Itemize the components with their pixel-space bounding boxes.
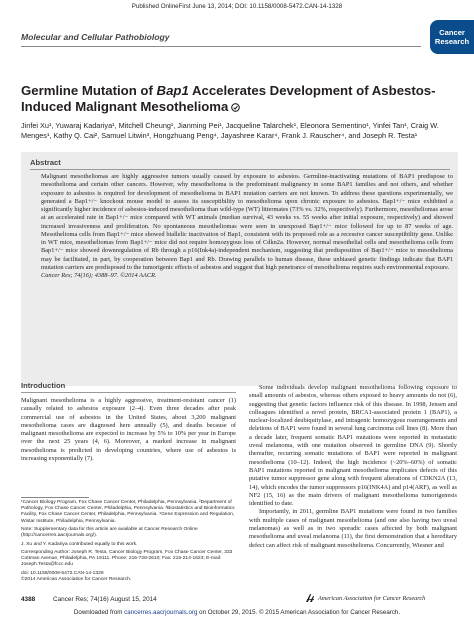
- journal-link[interactable]: cancerres.aacrjournals.org: [124, 609, 198, 616]
- abstract-citation: Cancer Res; 74(16); 4388–97. ©2014 AACR.: [41, 272, 157, 279]
- footnote-affiliations: ¹Cancer Biology Program, Fox Chase Cancer Center, Philadelphia, Pennsylvania. ²Department of Pathology, Fox Chase Cancer Center, Philadelphia, Pennsylvania. ³Biostatistics and Bioinformatics Facility, Fox Chase Cancer Center, Philadelphia, Pennsylvania. ⁴Gene Expression and Regulation, Wistar Institute, Philadelphia, Pennsylvania.: [21, 500, 235, 524]
- introduction-right-column: [249, 384, 457, 550]
- footnote-supplementary: Note: Supplementary data for this article are available at Cancer Research Online (http://cancerres.aacrjournals.org/).: [21, 527, 198, 539]
- intro-paragraph-1: Some individuals develop malignant mesothelioma following exposure to small amounts of asbestos, whereas others exposed to heavy amounts do not (6), suggesting that genetic factors influence risk of this disease. In 1998, Jensen and colleagues identified a novel protein, BRCA1-associated protein 1 (BAP1), a nuclear-localized deubiquitylase, and intragenic homozygous rearrangements and deletions of BAP1 were found in several lung carcinoma cell lines (8). More than a decade later, frequent somatic BAP1 mutations were reported in metastatic uveal melanoma, with one mutation observed in germline DNA (9). Shortly thereafter, recurring somatic mutations of BAP1 were reported in malignant mesothelioma (10–12). Indeed, the high incidence (~20%–60%) of somatic BAP1 mutations reported in malignant mesothelioma implicates defects of this putative tumor suppressor gene along with frequent alterations of CDKN2A (13, 14), which encodes the tumor suppressors p16(INK4A) and p14(ARF), as well as NF2 (15, 16) as the main drivers of malignant mesothelioma tumorigenesis identified to date.: [249, 384, 457, 508]
- download-suffix: on October 29, 2015. © 2015 American Association for Cancer Research.: [197, 609, 401, 616]
- page-number: 4388: [21, 596, 36, 603]
- badge-line-2: Research: [434, 37, 470, 46]
- abstract-body: [41, 173, 453, 280]
- abstract-text: Malignant mesotheliomas are highly aggressive tumors usually caused by exposure to asbestos. Germline-inactivating mutations of BAP1 predispose to mesothelioma and certain other cancers. However, why mesothelioma is the predominant malignancy in some BAP1 families and not others, and whether exposure to asbestos is required for development of mesothelioma in BAP1 mutation carriers are not known. To address these questions experimentally, we generated a Bap1+/− knockout mouse model to assess its susceptibility to mesothelioma upon chronic exposure to asbestos. Bap1+/− mice exhibited a significantly higher incidence of asbestos-induced mesothelioma than wild-type (WT) littermates (73% vs. 32%, respectively). Furthermore, mesotheliomas arose at an accelerated rate in Bap1+/− mice compared with WT animals (median survival, 43 weeks vs. 55 weeks after initial exposure, respectively) and showed increased invasiveness and proliferation. No spontaneous mesotheliomas were seen in unexposed Bap1+/− mice followed for up to 87 weeks of age. Mesothelioma cells from Bap1+/− mice showed biallelic inactivation of Bap1, consistent with its proposed role as a recessive cancer susceptibility gene. Unlike in WT mice, mesotheliomas from Bap1+/− mice did not require homozygous loss of Cdkn2a. However, normal mesothelial cells and mesothelioma cells from Bap1+/− mice showed downregulation of Rb through a p16(Ink4a)-independent mechanism, suggesting that predisposition of Bap1+/− mice to mesothelioma may be facilitated, in part, by cooperation between Bap1 and Rb. Drawing parallels to human disease, these unbiased genetic findings indicate that BAP1 mutation carriers are predisposed to the tumorigenic effects of asbestos and suggest that high penetrance of mesothelioma requires such environmental exposure.: [41, 173, 453, 271]
- author-list: Jinfei Xu¹, Yuwaraj Kadariya¹, Mitchell Cheung¹, Jianming Pei¹, Jacqueline Talarchek¹, Eleonora Sementino¹, Yinfei Tan¹, Craig W. Menges¹, Kathy Q. Cai², Samuel Litwin³, Hongzhuang Peng⁴, Jayashree Karar⁴, Frank J. Rauscher⁴, and Joseph R. Testa¹: [21, 121, 439, 140]
- badge-line-1: Cancer: [439, 28, 465, 37]
- title-gene: Bap1: [156, 83, 189, 98]
- title-part-1: Germline Mutation of: [21, 83, 157, 98]
- footnote-doi: doi: 10.1158/0008-5472.CAN-14-1328: [21, 570, 104, 576]
- article-title: [21, 83, 441, 114]
- header-divider: [21, 46, 421, 47]
- download-prefix: Downloaded from: [73, 609, 125, 616]
- introduction-divider: [21, 392, 236, 393]
- footer-citation: Cancer Res; 74(16) August 15, 2014: [53, 596, 157, 603]
- footnotes: [21, 500, 236, 585]
- journal-badge: [430, 20, 474, 54]
- abstract-heading: Abstract: [30, 158, 61, 167]
- open-access-icon: [231, 103, 240, 112]
- download-notice: [0, 609, 474, 616]
- introduction-left-column: Malignant mesothelioma is a highly aggressive, treatment-resistant cancer (1) causally related to asbestos exposure (2–4). Even three decades after peak commercial use of asbestos in the United States, about 3,200 malignant mesothelioma cases are diagnosed here annually (5), and deaths because of malignant mesothelioma are expected to increase by 5% to 10% per year in Europe over the next 25 years (4, 6). Moreover, a marked increase in malignant mesothelioma is predicted in developing countries, where use of asbestos is increasing exponentially (7).: [21, 397, 236, 463]
- intro-paragraph-2: Importantly, in 2011, germline BAP1 mutations were found in two families with multiple cases of malignant mesothelioma (and one also having two uveal melanomas) as well as in two sporadic cases affected by both malignant mesothelioma and uveal melanoma (11), the first demonstration that a hereditary defect can affect risk of malignant mesothelioma. Concurrently, Wiesner and: [249, 508, 457, 549]
- footnote-equal-contribution: J. Xu and Y. Kadariya contributed equally to this work.: [21, 541, 138, 547]
- footnote-copyright: ©2014 American Association for Cancer Research.: [21, 576, 132, 582]
- abstract-divider: [30, 169, 450, 170]
- journal-section: Molecular and Cellular Pathobiology: [21, 32, 170, 42]
- footnote-divider: [21, 497, 89, 498]
- introduction-heading: Introduction: [21, 381, 66, 390]
- footer-association: American Association for Cancer Research: [318, 595, 426, 602]
- title-part-2: Accelerates Development of Asbestos-Induced Malignant Mesothelioma: [21, 83, 436, 114]
- online-first-banner: Published OnlineFirst June 13, 2014; DOI: 10.1158/0008-5472.CAN-14-1328: [131, 3, 343, 10]
- aacr-logo-icon: [305, 593, 316, 603]
- footnote-corresponding-author: Corresponding Author: Joseph R. Testa, Cancer Biology Program, Fox Chase Cancer Center, 333 Cottman Avenue, Philadelphia, PA 19111. Phone: 215-728-2610; Fax: 215-214-1623; E-mail: Joseph.Testa@fccc.edu: [21, 549, 233, 568]
